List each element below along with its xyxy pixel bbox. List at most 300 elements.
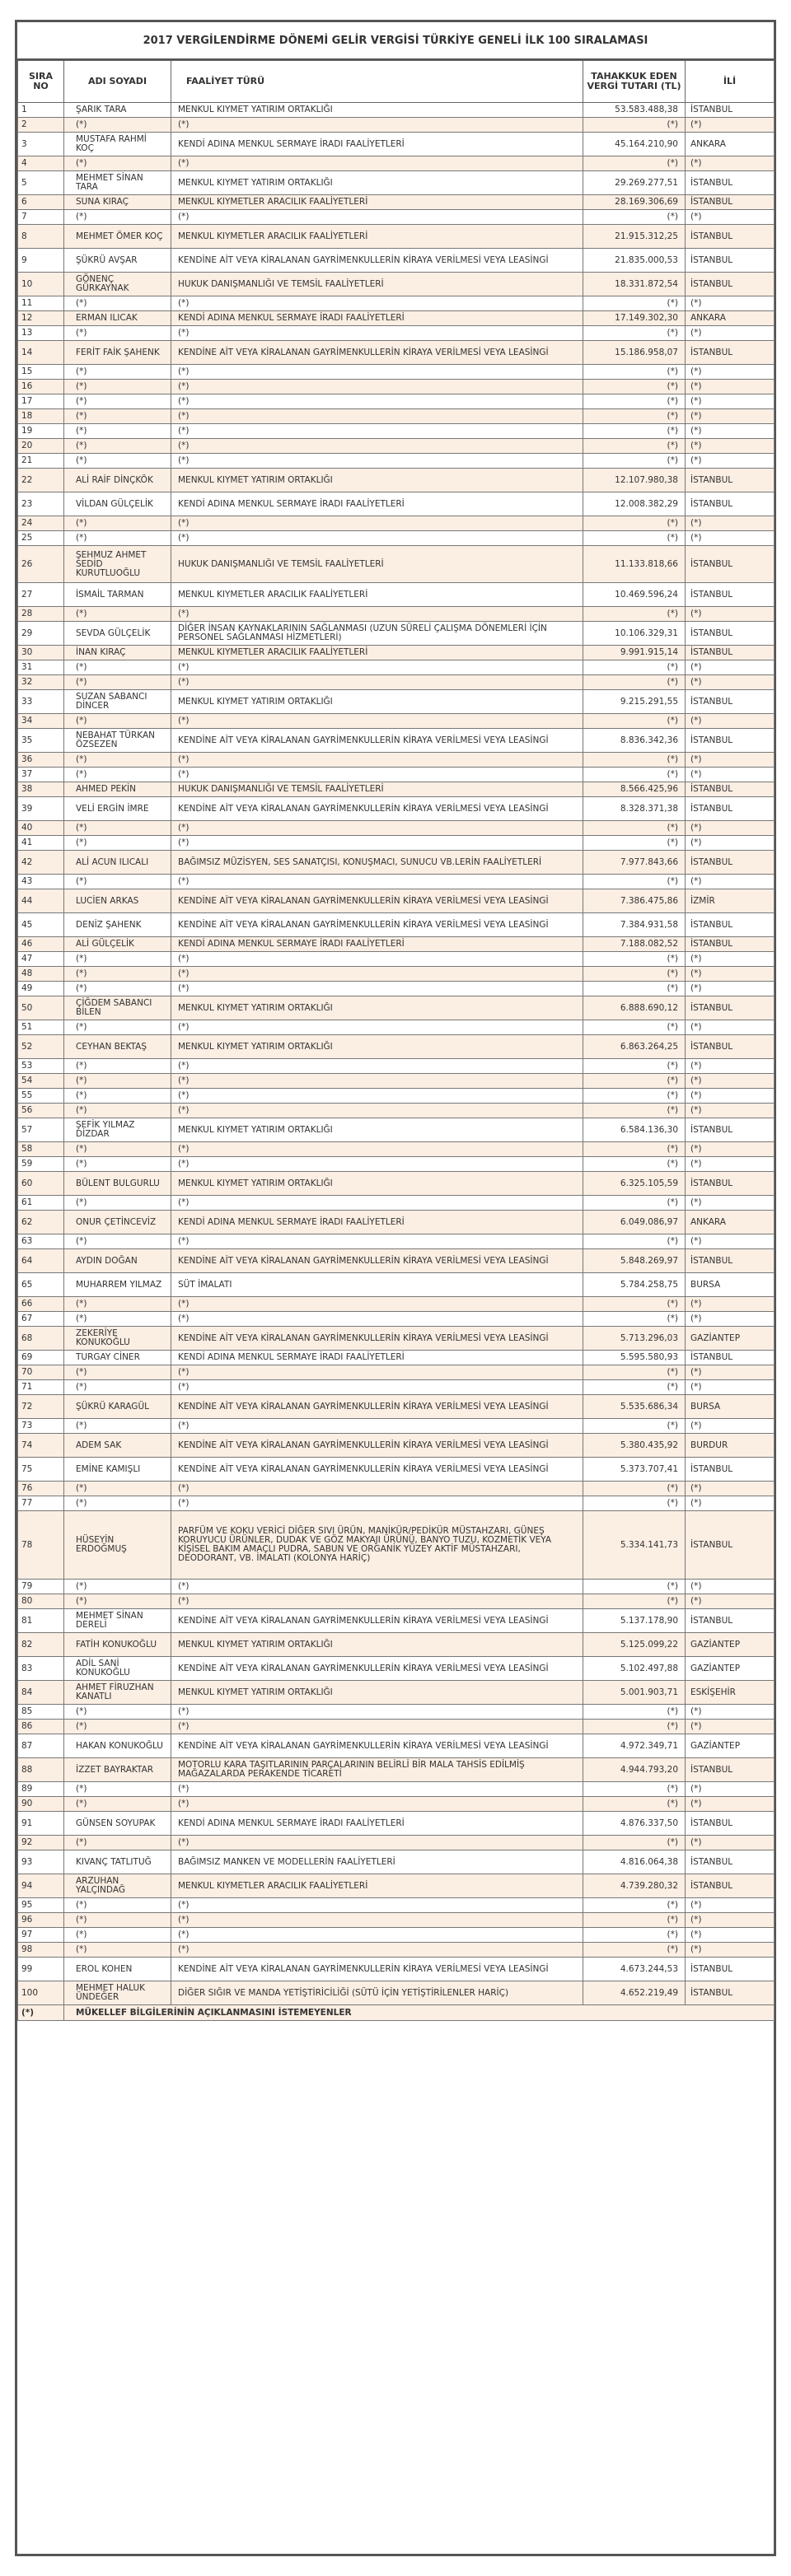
rank-cell: 27 xyxy=(18,583,64,607)
tax-amount-cell: 5.102.497,88 xyxy=(583,1657,686,1681)
tax-amount-cell: (*) xyxy=(583,836,686,851)
city-cell: İSTANBUL xyxy=(686,249,775,273)
city-cell: İSTANBUL xyxy=(686,1035,775,1059)
table-row xyxy=(18,1104,775,1118)
rank-cell: 83 xyxy=(18,1657,64,1681)
activity-cell: KENDİNE AİT VEYA KİRALANAN GAYRİMENKULLERİN KİRAYA VERİLMESİ VEYA LEASİNGİ xyxy=(171,913,583,937)
tax-amount-cell: (*) xyxy=(583,1943,686,1958)
city-cell: İSTANBUL xyxy=(686,492,775,516)
city-cell: (*) xyxy=(686,1705,775,1720)
name-cell: ŞEHMUZ AHMET SEDİD KURUTLUOĞLU xyxy=(64,546,171,583)
tax-amount-cell: (*) xyxy=(583,768,686,782)
name-cell: FERİT FAİK ŞAHENK xyxy=(64,341,171,365)
rank-cell: 10 xyxy=(18,273,64,296)
rank-cell: 63 xyxy=(18,1234,64,1249)
tax-amount-cell: (*) xyxy=(583,1020,686,1035)
city-cell: (*) xyxy=(686,1928,775,1943)
table-row xyxy=(18,195,775,210)
name-cell: DENİZ ŞAHENK xyxy=(64,913,171,937)
activity-cell: HUKUK DANIŞMANLIĞI VE TEMSİL FAALİYETLERİ xyxy=(171,273,583,296)
table-body xyxy=(18,103,775,2005)
city-cell: İSTANBUL xyxy=(686,646,775,660)
rank-cell: 18 xyxy=(18,409,64,424)
table-row xyxy=(18,1705,775,1720)
tax-amount-cell: 4.944.793,20 xyxy=(583,1758,686,1782)
name-cell: SUNA KIRAÇ xyxy=(64,195,171,210)
name-cell: ADEM SAK xyxy=(64,1434,171,1458)
activity-cell: (*) xyxy=(171,296,583,311)
city-cell: (*) xyxy=(686,424,775,439)
name-cell: GÖNENÇ GÜRKAYNAK xyxy=(64,273,171,296)
name-cell: İSMAİL TARMAN xyxy=(64,583,171,607)
city-cell: (*) xyxy=(686,531,775,546)
name-cell: FATİH KONUKOĞLU xyxy=(64,1633,171,1657)
table-row xyxy=(18,675,775,690)
header-city: İLİ xyxy=(686,61,775,103)
tax-amount-cell: 8.836.342,36 xyxy=(583,729,686,753)
name-cell: VİLDAN GÜLÇELİK xyxy=(64,492,171,516)
rank-cell: 73 xyxy=(18,1419,64,1434)
rank-cell: 98 xyxy=(18,1943,64,1958)
rank-cell: 11 xyxy=(18,296,64,311)
table-row xyxy=(18,394,775,409)
rank-cell: 23 xyxy=(18,492,64,516)
tax-amount-cell: 12.008.382,29 xyxy=(583,492,686,516)
tax-amount-cell: (*) xyxy=(583,118,686,133)
tax-amount-cell: (*) xyxy=(583,1365,686,1380)
table-row xyxy=(18,1089,775,1104)
table-row xyxy=(18,729,775,753)
table-row xyxy=(18,952,775,967)
name-cell: (*) xyxy=(64,1943,171,1958)
tax-amount-cell: (*) xyxy=(583,1196,686,1211)
activity-cell: (*) xyxy=(171,714,583,729)
table-row xyxy=(18,1812,775,1836)
tax-amount-cell: (*) xyxy=(583,660,686,675)
city-cell: İSTANBUL xyxy=(686,1758,775,1782)
activity-cell: MENKUL KIYMETLER ARACILIK FAALİYETLERİ xyxy=(171,225,583,249)
table-row xyxy=(18,622,775,646)
activity-cell: (*) xyxy=(171,753,583,768)
table-row xyxy=(18,1142,775,1157)
city-cell: (*) xyxy=(686,1797,775,1812)
tax-amount-cell: 5.001.903,71 xyxy=(583,1681,686,1705)
tax-amount-cell: 7.188.082,52 xyxy=(583,937,686,952)
rank-cell: 57 xyxy=(18,1118,64,1142)
rank-cell: 2 xyxy=(18,118,64,133)
footnote-symbol: (*) xyxy=(18,2005,64,2021)
table-row xyxy=(18,516,775,531)
city-cell: (*) xyxy=(686,1380,775,1395)
tax-amount-cell: (*) xyxy=(583,1419,686,1434)
table-row xyxy=(18,1157,775,1172)
activity-cell: (*) xyxy=(171,1234,583,1249)
table-row xyxy=(18,380,775,394)
name-cell: EMİNE KAMIŞLI xyxy=(64,1458,171,1482)
activity-cell: KENDİNE AİT VEYA KİRALANAN GAYRİMENKULLERİN KİRAYA VERİLMESİ VEYA LEASİNGİ xyxy=(171,1249,583,1273)
table-row xyxy=(18,982,775,996)
table-row xyxy=(18,714,775,729)
tax-amount-cell: (*) xyxy=(583,1059,686,1074)
name-cell: (*) xyxy=(64,118,171,133)
rank-cell: 47 xyxy=(18,952,64,967)
activity-cell: MENKUL KIYMET YATIRIM ORTAKLIĞI xyxy=(171,469,583,492)
tax-amount-cell: 9.215.291,55 xyxy=(583,690,686,714)
activity-cell: MENKUL KIYMET YATIRIM ORTAKLIĞI xyxy=(171,996,583,1020)
table-row xyxy=(18,1797,775,1812)
tax-amount-cell: 5.373.707,41 xyxy=(583,1458,686,1482)
rank-cell: 54 xyxy=(18,1074,64,1089)
rank-cell: 69 xyxy=(18,1351,64,1365)
rank-cell: 31 xyxy=(18,660,64,675)
city-cell: (*) xyxy=(686,753,775,768)
activity-cell: DİĞER SIĞIR VE MANDA YETİŞTİRİCİLİĞİ (SÜTÜ İÇİN YETİŞTİRİLENLER HARİÇ) xyxy=(171,1981,583,2005)
tax-amount-cell: (*) xyxy=(583,424,686,439)
name-cell: ALİ ACUN ILICALI xyxy=(64,851,171,875)
city-cell: İZMİR xyxy=(686,889,775,913)
rank-cell: 58 xyxy=(18,1142,64,1157)
activity-cell: (*) xyxy=(171,1594,583,1609)
tax-amount-cell: 15.186.958,07 xyxy=(583,341,686,365)
city-cell: (*) xyxy=(686,516,775,531)
tax-amount-cell: 10.106.329,31 xyxy=(583,622,686,646)
table-row xyxy=(18,1172,775,1196)
city-cell: (*) xyxy=(686,380,775,394)
tax-amount-cell: (*) xyxy=(583,1297,686,1312)
city-cell: İSTANBUL xyxy=(686,273,775,296)
name-cell: ARZUHAN YALÇINDAĞ xyxy=(64,1874,171,1898)
tax-amount-cell: (*) xyxy=(583,1104,686,1118)
activity-cell: KENDİNE AİT VEYA KİRALANAN GAYRİMENKULLERİN KİRAYA VERİLMESİ VEYA LEASİNGİ xyxy=(171,341,583,365)
rank-cell: 40 xyxy=(18,821,64,836)
tax-amount-cell: (*) xyxy=(583,967,686,982)
tax-amount-cell: 4.652.219,49 xyxy=(583,1981,686,2005)
name-cell: ÇİĞDEM SABANCI BİLEN xyxy=(64,996,171,1020)
name-cell: ŞÜKRÜ KARAGÜL xyxy=(64,1395,171,1419)
tax-amount-cell: 5.535.686,34 xyxy=(583,1395,686,1419)
name-cell: (*) xyxy=(64,1104,171,1118)
name-cell: İZZET BAYRAKTAR xyxy=(64,1758,171,1782)
activity-cell: (*) xyxy=(171,1365,583,1380)
table-row xyxy=(18,937,775,952)
activity-cell: KENDİNE AİT VEYA KİRALANAN GAYRİMENKULLERİN KİRAYA VERİLMESİ VEYA LEASİNGİ xyxy=(171,1327,583,1351)
name-cell: (*) xyxy=(64,660,171,675)
name-cell: (*) xyxy=(64,454,171,469)
table-row xyxy=(18,1594,775,1609)
table-row xyxy=(18,1297,775,1312)
activity-cell: (*) xyxy=(171,210,583,225)
table-row xyxy=(18,296,775,311)
activity-cell: MENKUL KIYMET YATIRIM ORTAKLIĞI xyxy=(171,690,583,714)
table-row xyxy=(18,1273,775,1297)
city-cell: GAZİANTEP xyxy=(686,1657,775,1681)
tax-amount-cell: 21.835.000,53 xyxy=(583,249,686,273)
name-cell: (*) xyxy=(64,1594,171,1609)
table-row xyxy=(18,1958,775,1981)
city-cell: (*) xyxy=(686,982,775,996)
city-cell: (*) xyxy=(686,1419,775,1434)
tax-amount-cell: (*) xyxy=(583,380,686,394)
tax-amount-cell: 11.133.818,66 xyxy=(583,546,686,583)
tax-amount-cell: (*) xyxy=(583,1928,686,1943)
city-cell: (*) xyxy=(686,1234,775,1249)
table-row xyxy=(18,1874,775,1898)
name-cell: BÜLENT BULGURLU xyxy=(64,1172,171,1196)
rank-cell: 72 xyxy=(18,1395,64,1419)
activity-cell: (*) xyxy=(171,952,583,967)
rank-cell: 51 xyxy=(18,1020,64,1035)
name-cell: (*) xyxy=(64,1020,171,1035)
tax-amount-cell: 6.049.086,97 xyxy=(583,1211,686,1234)
city-cell: (*) xyxy=(686,1580,775,1594)
activity-cell: (*) xyxy=(171,836,583,851)
tax-amount-cell: (*) xyxy=(583,365,686,380)
table-row xyxy=(18,1609,775,1633)
name-cell: (*) xyxy=(64,1297,171,1312)
name-cell: (*) xyxy=(64,156,171,171)
tax-amount-cell: (*) xyxy=(583,1157,686,1172)
activity-cell: MENKUL KIYMETLER ARACILIK FAALİYETLERİ xyxy=(171,646,583,660)
city-cell: GAZİANTEP xyxy=(686,1327,775,1351)
activity-cell: (*) xyxy=(171,1104,583,1118)
tax-amount-cell: (*) xyxy=(583,394,686,409)
table-row xyxy=(18,1196,775,1211)
rank-cell: 92 xyxy=(18,1836,64,1850)
activity-cell: MENKUL KIYMET YATIRIM ORTAKLIĞI xyxy=(171,1035,583,1059)
tax-amount-cell: 4.816.064,38 xyxy=(583,1850,686,1874)
activity-cell: KENDİNE AİT VEYA KİRALANAN GAYRİMENKULLERİN KİRAYA VERİLMESİ VEYA LEASİNGİ xyxy=(171,1395,583,1419)
activity-cell: MENKUL KIYMET YATIRIM ORTAKLIĞI xyxy=(171,1118,583,1142)
city-cell: ANKARA xyxy=(686,1211,775,1234)
table-row xyxy=(18,1496,775,1511)
rank-cell: 42 xyxy=(18,851,64,875)
tax-amount-cell: (*) xyxy=(583,1797,686,1812)
header-name: ADI SOYADI xyxy=(64,61,171,103)
activity-cell: (*) xyxy=(171,982,583,996)
city-cell: (*) xyxy=(686,1297,775,1312)
rank-cell: 79 xyxy=(18,1580,64,1594)
name-cell: (*) xyxy=(64,714,171,729)
name-cell: (*) xyxy=(64,1782,171,1797)
table-row xyxy=(18,365,775,380)
city-cell: (*) xyxy=(686,821,775,836)
city-cell: İSTANBUL xyxy=(686,797,775,821)
city-cell: (*) xyxy=(686,1020,775,1035)
table-row xyxy=(18,1118,775,1142)
activity-cell: KENDİNE AİT VEYA KİRALANAN GAYRİMENKULLERİN KİRAYA VERİLMESİ VEYA LEASİNGİ xyxy=(171,1734,583,1758)
activity-cell: MENKUL KIYMET YATIRIM ORTAKLIĞI xyxy=(171,171,583,195)
city-cell: (*) xyxy=(686,1594,775,1609)
name-cell: SUZAN SABANCI DİNCER xyxy=(64,690,171,714)
activity-cell: (*) xyxy=(171,454,583,469)
activity-cell: KENDİNE AİT VEYA KİRALANAN GAYRİMENKULLERİN KİRAYA VERİLMESİ VEYA LEASİNGİ xyxy=(171,1458,583,1482)
tax-amount-cell: 17.149.302,30 xyxy=(583,311,686,326)
name-cell: (*) xyxy=(64,952,171,967)
table-row xyxy=(18,492,775,516)
activity-cell: (*) xyxy=(171,1419,583,1434)
table-row xyxy=(18,583,775,607)
activity-cell: (*) xyxy=(171,1312,583,1327)
activity-cell: (*) xyxy=(171,1943,583,1958)
city-cell: İSTANBUL xyxy=(686,546,775,583)
table-row xyxy=(18,967,775,982)
table-row xyxy=(18,454,775,469)
rank-cell: 34 xyxy=(18,714,64,729)
tax-amount-cell: 7.386.475,86 xyxy=(583,889,686,913)
city-cell: (*) xyxy=(686,967,775,982)
name-cell: (*) xyxy=(64,1836,171,1850)
activity-cell: BAĞIMSIZ MANKEN VE MODELLERİN FAALİYETLERİ xyxy=(171,1850,583,1874)
tax-amount-cell: 5.380.435,92 xyxy=(583,1434,686,1458)
tax-amount-cell: (*) xyxy=(583,1705,686,1720)
table-row xyxy=(18,1681,775,1705)
name-cell: CEYHAN BEKTAŞ xyxy=(64,1035,171,1059)
city-cell: (*) xyxy=(686,156,775,171)
activity-cell: (*) xyxy=(171,1913,583,1928)
table-row xyxy=(18,1580,775,1594)
name-cell: (*) xyxy=(64,836,171,851)
table-row xyxy=(18,875,775,889)
rank-cell: 8 xyxy=(18,225,64,249)
tax-amount-cell: (*) xyxy=(583,1580,686,1594)
table-row xyxy=(18,646,775,660)
city-cell: (*) xyxy=(686,1157,775,1172)
rank-cell: 87 xyxy=(18,1734,64,1758)
table-row xyxy=(18,1035,775,1059)
city-cell: İSTANBUL xyxy=(686,690,775,714)
name-cell: (*) xyxy=(64,296,171,311)
rank-cell: 4 xyxy=(18,156,64,171)
name-cell: AHMED PEKİN xyxy=(64,782,171,797)
tax-amount-cell: (*) xyxy=(583,531,686,546)
tax-amount-cell: 29.269.277,51 xyxy=(583,171,686,195)
activity-cell: (*) xyxy=(171,409,583,424)
rank-cell: 3 xyxy=(18,133,64,156)
city-cell: (*) xyxy=(686,210,775,225)
table-row xyxy=(18,797,775,821)
rank-cell: 91 xyxy=(18,1812,64,1836)
city-cell: İSTANBUL xyxy=(686,622,775,646)
name-cell: (*) xyxy=(64,675,171,690)
activity-cell: (*) xyxy=(171,1836,583,1850)
city-cell: (*) xyxy=(686,1059,775,1074)
activity-cell: (*) xyxy=(171,1142,583,1157)
activity-cell: (*) xyxy=(171,607,583,622)
rank-cell: 94 xyxy=(18,1874,64,1898)
city-cell: BURDUR xyxy=(686,1434,775,1458)
table-row xyxy=(18,311,775,326)
table-row xyxy=(18,1074,775,1089)
tax-amount-cell: (*) xyxy=(583,1142,686,1157)
activity-cell: KENDİNE AİT VEYA KİRALANAN GAYRİMENKULLERİN KİRAYA VERİLMESİ VEYA LEASİNGİ xyxy=(171,889,583,913)
activity-cell: (*) xyxy=(171,821,583,836)
activity-cell: (*) xyxy=(171,531,583,546)
tax-amount-cell: (*) xyxy=(583,1594,686,1609)
name-cell: (*) xyxy=(64,821,171,836)
name-cell: (*) xyxy=(64,409,171,424)
rank-cell: 66 xyxy=(18,1297,64,1312)
name-cell: (*) xyxy=(64,1234,171,1249)
city-cell: İSTANBUL xyxy=(686,1458,775,1482)
tax-amount-cell: 5.334.141,73 xyxy=(583,1511,686,1580)
table-row xyxy=(18,341,775,365)
city-cell: İSTANBUL xyxy=(686,469,775,492)
activity-cell: KENDİNE AİT VEYA KİRALANAN GAYRİMENKULLERİN KİRAYA VERİLMESİ VEYA LEASİNGİ xyxy=(171,1434,583,1458)
city-cell: (*) xyxy=(686,1365,775,1380)
table-row xyxy=(18,1758,775,1782)
activity-cell: (*) xyxy=(171,1580,583,1594)
activity-cell: (*) xyxy=(171,1782,583,1797)
tax-amount-cell: 4.673.244,53 xyxy=(583,1958,686,1981)
name-cell: (*) xyxy=(64,1074,171,1089)
tax-amount-cell: 7.384.931,58 xyxy=(583,913,686,937)
activity-cell: (*) xyxy=(171,1720,583,1734)
table-row xyxy=(18,1020,775,1035)
name-cell: HÜSEYİN ERDOĞMUŞ xyxy=(64,1511,171,1580)
rank-cell: 67 xyxy=(18,1312,64,1327)
table-row xyxy=(18,171,775,195)
city-cell: (*) xyxy=(686,1482,775,1496)
activity-cell: (*) xyxy=(171,1705,583,1720)
city-cell: (*) xyxy=(686,768,775,782)
table-row xyxy=(18,782,775,797)
activity-cell: (*) xyxy=(171,875,583,889)
name-cell: (*) xyxy=(64,875,171,889)
rank-cell: 64 xyxy=(18,1249,64,1273)
table-row xyxy=(18,1898,775,1913)
name-cell: (*) xyxy=(64,982,171,996)
name-cell: (*) xyxy=(64,1196,171,1211)
city-cell: (*) xyxy=(686,836,775,851)
tax-amount-cell: 5.848.269,97 xyxy=(583,1249,686,1273)
tax-amount-cell: (*) xyxy=(583,675,686,690)
city-cell: GAZİANTEP xyxy=(686,1633,775,1657)
table-row xyxy=(18,1351,775,1365)
activity-cell: MENKUL KIYMETLER ARACILIK FAALİYETLERİ xyxy=(171,583,583,607)
table-row xyxy=(18,660,775,675)
rank-cell: 48 xyxy=(18,967,64,982)
name-cell: (*) xyxy=(64,210,171,225)
city-cell: (*) xyxy=(686,1898,775,1913)
table-row xyxy=(18,889,775,913)
table-row xyxy=(18,996,775,1020)
activity-cell: KENDİ ADINA MENKUL SERMAYE İRADI FAALİYETLERİ xyxy=(171,1812,583,1836)
name-cell: (*) xyxy=(64,768,171,782)
rank-cell: 74 xyxy=(18,1434,64,1458)
activity-cell: (*) xyxy=(171,1074,583,1089)
table-row xyxy=(18,1380,775,1395)
city-cell: (*) xyxy=(686,1196,775,1211)
tax-amount-cell: 5.784.258,75 xyxy=(583,1273,686,1297)
activity-cell: KENDİNE AİT VEYA KİRALANAN GAYRİMENKULLERİN KİRAYA VERİLMESİ VEYA LEASİNGİ xyxy=(171,249,583,273)
rank-cell: 46 xyxy=(18,937,64,952)
name-cell: ADİL SANİ KONUKOĞLU xyxy=(64,1657,171,1681)
rank-cell: 33 xyxy=(18,690,64,714)
rank-cell: 16 xyxy=(18,380,64,394)
table-row xyxy=(18,1720,775,1734)
rank-cell: 82 xyxy=(18,1633,64,1657)
tax-amount-cell: 4.876.337,50 xyxy=(583,1812,686,1836)
tax-amount-cell: (*) xyxy=(583,1913,686,1928)
table-row xyxy=(18,1059,775,1074)
activity-cell: KENDİNE AİT VEYA KİRALANAN GAYRİMENKULLERİN KİRAYA VERİLMESİ VEYA LEASİNGİ xyxy=(171,1958,583,1981)
city-cell: BURSA xyxy=(686,1395,775,1419)
name-cell: (*) xyxy=(64,753,171,768)
city-cell: ESKİŞEHİR xyxy=(686,1681,775,1705)
city-cell: (*) xyxy=(686,1104,775,1118)
rank-cell: 100 xyxy=(18,1981,64,2005)
table-row xyxy=(18,409,775,424)
